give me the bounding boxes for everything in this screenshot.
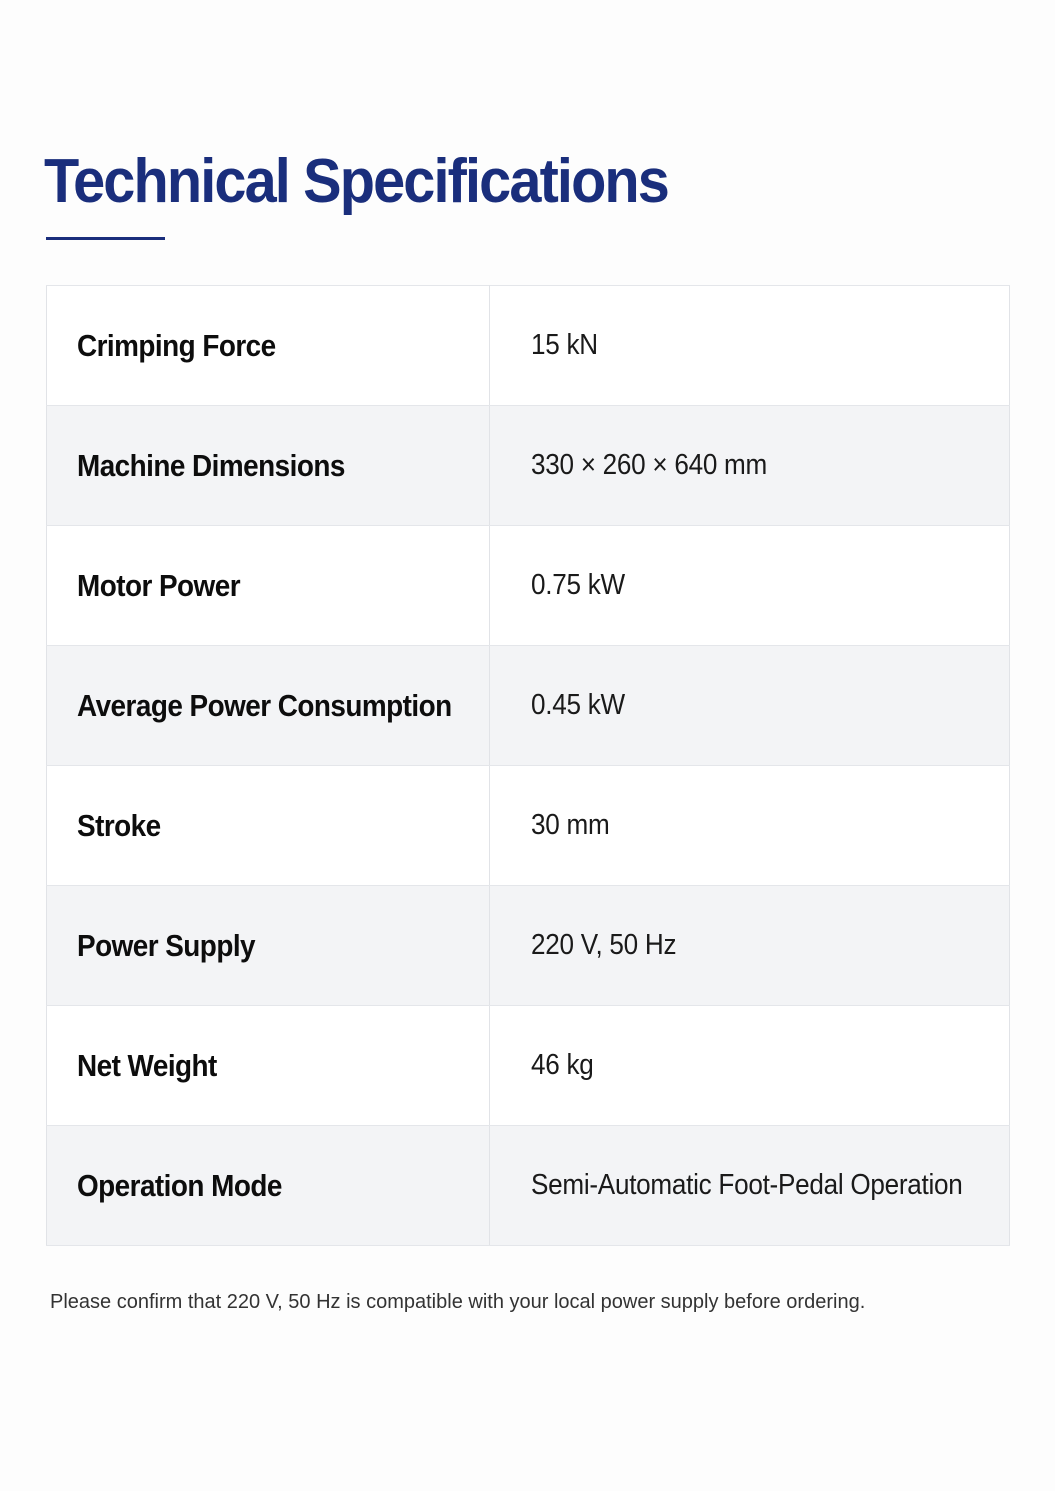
- spec-label: Stroke: [47, 766, 490, 886]
- spec-row-motor-power: [47, 526, 1010, 646]
- spec-row-average-power-consumption: [47, 646, 1010, 766]
- title-underline: [46, 237, 165, 240]
- spec-row-stroke: [47, 766, 1010, 886]
- spec-row-machine-dimensions: [47, 406, 1010, 526]
- spec-value: Semi-Automatic Foot-Pedal Operation: [490, 1126, 1010, 1246]
- spec-value: 46 kg: [490, 1006, 1010, 1126]
- spec-label: Net Weight: [47, 1006, 490, 1126]
- spec-label: Power Supply: [47, 886, 490, 1006]
- spec-value: 15 kN: [490, 286, 1010, 406]
- spec-label: Motor Power: [47, 526, 490, 646]
- spec-label: Operation Mode: [47, 1126, 490, 1246]
- power-supply-note: Please confirm that 220 V, 50 Hz is compatible with your local power supply before ordering.: [50, 1291, 866, 1313]
- spec-label: Crimping Force: [47, 286, 490, 406]
- spec-row-crimping-force: [47, 286, 1010, 406]
- spec-label: Average Power Consumption: [47, 646, 490, 766]
- spec-value: 0.45 kW: [490, 646, 1010, 766]
- spec-value: 330 × 260 × 640 mm: [490, 406, 1010, 526]
- spec-row-power-supply: [47, 886, 1010, 1006]
- spec-label: Machine Dimensions: [47, 406, 490, 526]
- spec-value: 220 V, 50 Hz: [490, 886, 1010, 1006]
- spec-table: [46, 285, 1010, 1246]
- spec-value: 30 mm: [490, 766, 1010, 886]
- spec-value: 0.75 kW: [490, 526, 1010, 646]
- spec-row-net-weight: [47, 1006, 1010, 1126]
- spec-row-operation-mode: [47, 1126, 1010, 1246]
- page-title: Technical Specifications: [44, 147, 669, 216]
